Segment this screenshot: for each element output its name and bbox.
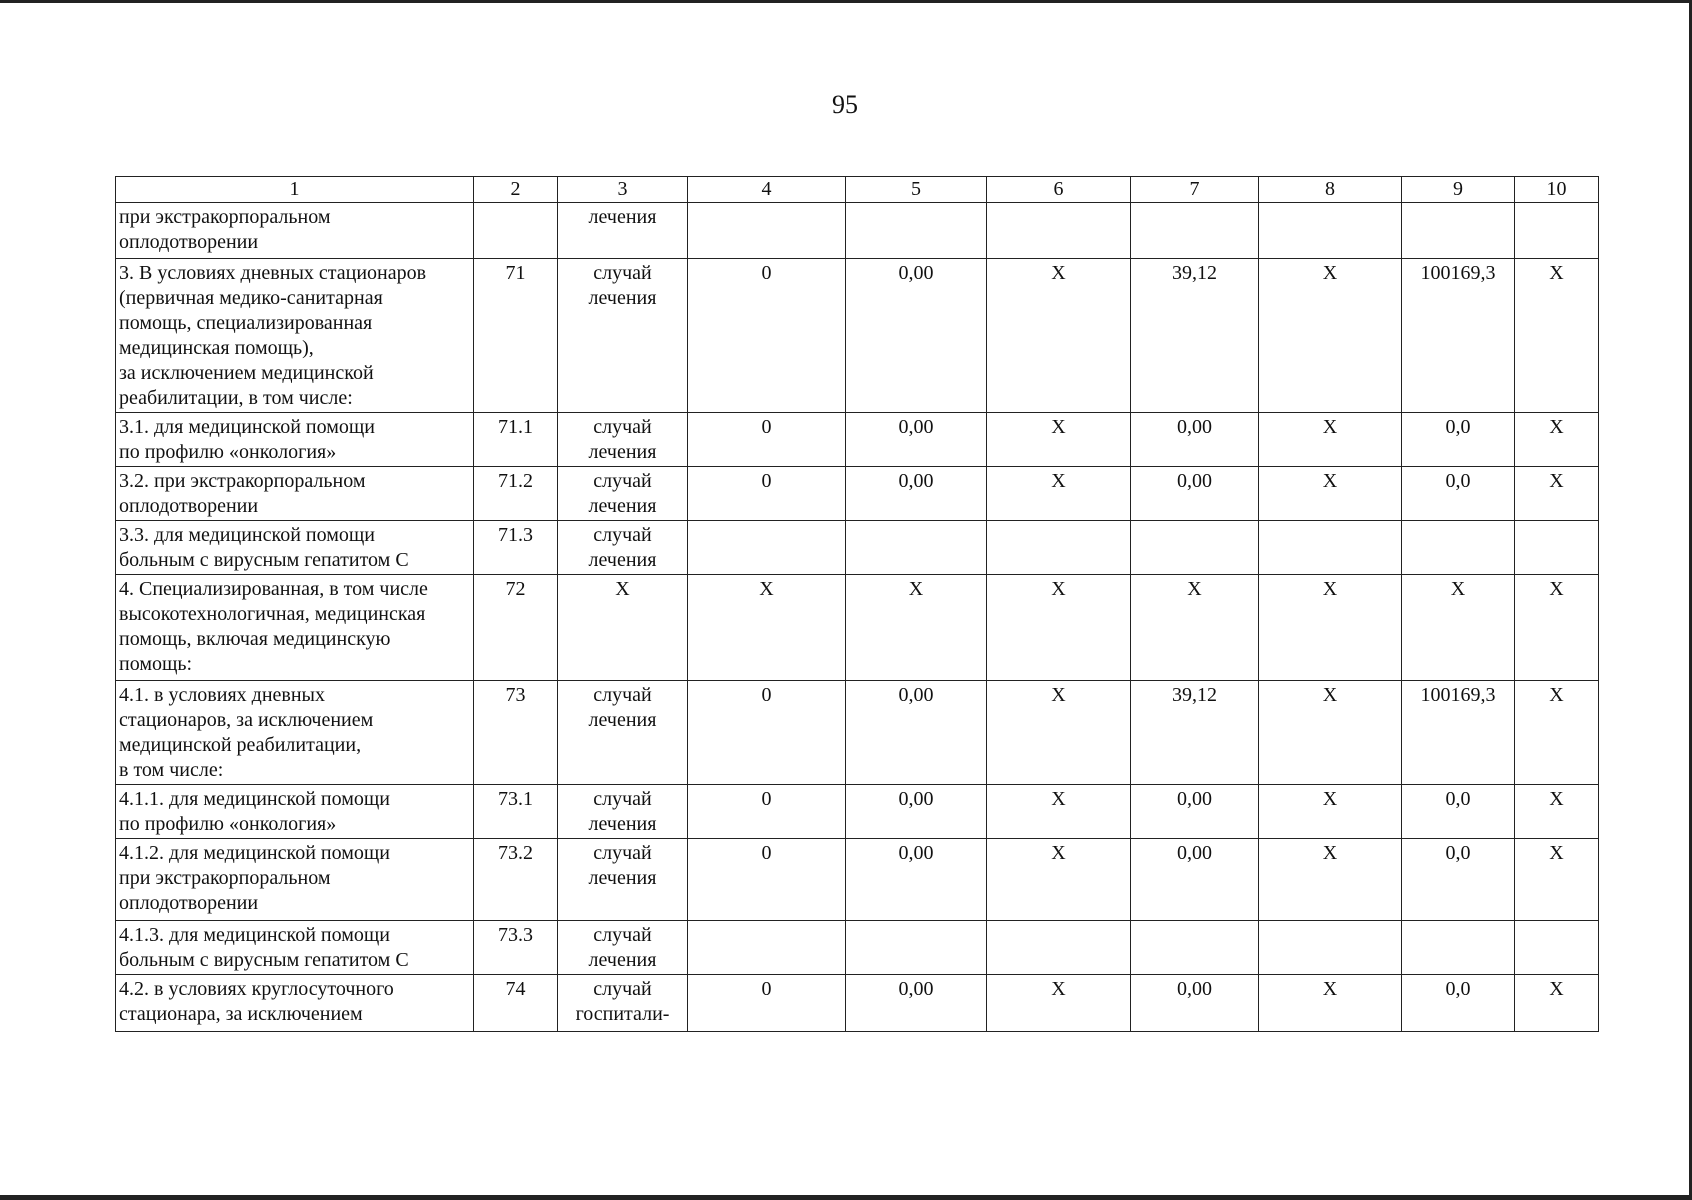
table-cell [1259,203,1402,259]
table-cell: 73.2 [474,839,558,921]
table-cell: X [1515,259,1599,413]
table-cell [688,921,846,975]
table-cell: 72 [474,575,558,681]
table-cell: 0,0 [1402,975,1515,1032]
table-row [116,975,1599,1032]
table-cell: 0,0 [1402,839,1515,921]
table-cell: X [1259,575,1402,681]
table-cell: случай лечения [558,413,688,467]
table-cell: X [987,785,1131,839]
table-cell [1259,921,1402,975]
column-number-1: 1 [116,177,474,203]
table-cell: 0 [688,839,846,921]
table-cell: 73.1 [474,785,558,839]
table-cell: X [1259,259,1402,413]
table-cell [688,521,846,575]
scan-edge-bottom [0,1195,1692,1200]
table-cell: случай лечения [558,839,688,921]
table-cell [987,521,1131,575]
table-cell: X [987,467,1131,521]
column-number-2: 2 [474,177,558,203]
table-cell: 73.3 [474,921,558,975]
table-cell [846,203,987,259]
table-cell [1515,203,1599,259]
table-cell: 0 [688,681,846,785]
table-cell: X [1515,575,1599,681]
table-row [116,785,1599,839]
table-cell: 0,0 [1402,785,1515,839]
table-cell: X [1515,785,1599,839]
table-cell: 71.2 [474,467,558,521]
table-row [116,413,1599,467]
column-number-10: 10 [1515,177,1599,203]
table-cell: 73 [474,681,558,785]
table-cell [1402,921,1515,975]
table-cell: 0 [688,259,846,413]
table-cell: X [1259,467,1402,521]
table-cell: X [1259,681,1402,785]
table-row [116,681,1599,785]
column-number-5: 5 [846,177,987,203]
table-cell: X [987,681,1131,785]
table-cell: 39,12 [1131,259,1259,413]
table-cell: 0,00 [846,259,987,413]
table-cell: 74 [474,975,558,1032]
table-cell: 0,00 [846,785,987,839]
table-row [116,203,1599,259]
table-cell: X [1259,975,1402,1032]
table-cell: X [1259,785,1402,839]
table-cell: 0 [688,413,846,467]
row-label-cell: 3.2. при экстракорпоральном оплодотворении [116,467,474,521]
table-cell: случай лечения [558,681,688,785]
table-cell: 0,00 [1131,467,1259,521]
table-cell: X [1259,413,1402,467]
table-cell: 39,12 [1131,681,1259,785]
table-cell [1131,203,1259,259]
table-cell: X [558,575,688,681]
table-row [116,521,1599,575]
row-label-cell: 3.3. для медицинской помощи больным с вирусным гепатитом С [116,521,474,575]
table-cell: X [1131,575,1259,681]
table-cell [1515,921,1599,975]
column-number-4: 4 [688,177,846,203]
table-cell [474,203,558,259]
table-cell: X [987,413,1131,467]
table-cell: X [1259,839,1402,921]
table-cell: 0 [688,975,846,1032]
table-cell: 0,00 [1131,785,1259,839]
table-row [116,839,1599,921]
table-cell: случай лечения [558,259,688,413]
table-row [116,575,1599,681]
table-cell: X [688,575,846,681]
table-cell: X [1515,975,1599,1032]
table-cell [1259,521,1402,575]
table-cell [1402,203,1515,259]
table-cell [1402,521,1515,575]
table-cell: X [1515,413,1599,467]
table-cell: X [987,975,1131,1032]
table-cell: случай лечения [558,785,688,839]
table-cell: 71 [474,259,558,413]
table-cell [987,921,1131,975]
table-cell: X [1515,681,1599,785]
column-number-9: 9 [1402,177,1515,203]
table-cell: 0 [688,785,846,839]
table-cell: 0 [688,467,846,521]
table-cell: 0,00 [1131,413,1259,467]
table-cell: X [846,575,987,681]
table-cell [1131,521,1259,575]
table-cell: X [1515,839,1599,921]
table-header-row [116,177,1599,203]
table-cell: 0,00 [846,975,987,1032]
table-cell: 0,00 [846,839,987,921]
page-number: 95 [832,90,858,119]
table-cell: X [987,839,1131,921]
table-cell: 0,00 [1131,839,1259,921]
table-cell: 0,0 [1402,413,1515,467]
column-number-3: 3 [558,177,688,203]
table-cell: лечения [558,203,688,259]
table-cell: 0,00 [1131,975,1259,1032]
table-row [116,259,1599,413]
row-label-cell: 3.1. для медицинской помощи по профилю «онкология» [116,413,474,467]
table-cell: X [1402,575,1515,681]
scan-edge-top [0,0,1692,3]
table-cell: случай госпитали- [558,975,688,1032]
row-label-cell: 4.1. в условиях дневных стационаров, за исключением медицинской реабилитации, в том числе: [116,681,474,785]
row-label-cell: 4.1.3. для медицинской помощи больным с вирусным гепатитом С [116,921,474,975]
table-cell: 0,00 [846,681,987,785]
data-table [115,176,1599,1032]
table-cell: 100169,3 [1402,681,1515,785]
table-cell: X [987,575,1131,681]
table-cell: 0,00 [846,467,987,521]
row-label-cell: 4.2. в условиях круглосуточного стационара, за исключением [116,975,474,1032]
column-number-7: 7 [1131,177,1259,203]
row-label-cell: 4. Специализированная, в том числе высокотехнологичная, медицинская помощь, включая медицинскую помощь: [116,575,474,681]
table-cell: 0,0 [1402,467,1515,521]
table-cell: 71.1 [474,413,558,467]
table-cell [987,203,1131,259]
table-cell: X [987,259,1131,413]
table-cell: 71.3 [474,521,558,575]
table-cell [846,921,987,975]
row-label-cell: 4.1.2. для медицинской помощи при экстракорпоральном оплодотворении [116,839,474,921]
table-cell [846,521,987,575]
row-label-cell: 4.1.1. для медицинской помощи по профилю «онкология» [116,785,474,839]
table-cell: случай лечения [558,921,688,975]
column-number-8: 8 [1259,177,1402,203]
table-cell [1515,521,1599,575]
table-cell [1131,921,1259,975]
table-cell: случай лечения [558,521,688,575]
table-cell: X [1515,467,1599,521]
table-cell [688,203,846,259]
table-row [116,921,1599,975]
table-cell: 0,00 [846,413,987,467]
table-cell: случай лечения [558,467,688,521]
table-cell: 100169,3 [1402,259,1515,413]
row-label-cell: 3. В условиях дневных стационаров (первичная медико-санитарная помощь, специализированная медицинская помощь), за исключением медицинской реабилитации, в том числе: [116,259,474,413]
row-label-cell: при экстракорпоральном оплодотворении [116,203,474,259]
column-number-6: 6 [987,177,1131,203]
table-row [116,467,1599,521]
